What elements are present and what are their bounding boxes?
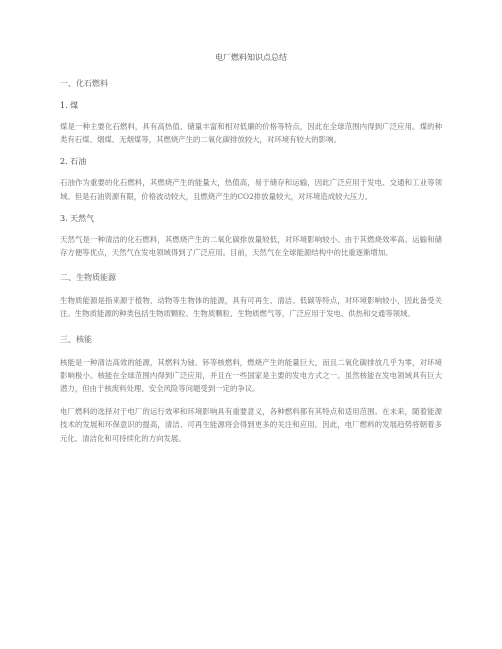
section-heading: 一、化石燃料 (60, 79, 108, 88)
section-fossil-fuels (60, 78, 442, 259)
paragraph-conclusion: 电厂燃料的选择对于电厂的运行效率和环境影响具有重要意义，各种燃料都有其特点和适用范围。在未来，随着能源技术的发展和环保意识的提高，清洁、可再生能源将会得到更多的关注和应用。因此，电厂燃料的发展趋势将朝着多元化、清洁化和可持续化的方向发展。 (60, 407, 442, 443)
paragraph-natural-gas: 天然气是一种清洁的化石燃料，其燃烧产生的二氧化碳排放量较低，对环境影响较小。由于其燃烧效率高、运输和储存方便等优点，天然气在发电领域得到了广泛应用。目前，天然气在全球能源结构中的比重逐渐增加。 (60, 234, 442, 258)
section-nuclear (60, 334, 442, 445)
paragraph-biomass: 生物质能源是指来源于植物、动物等生物体的能源，具有可再生、清洁、低碳等特点，对环境影响较小，因此备受关注。生物质能源的种类包括生物质颗粒、生物质颗粒、生物质燃气等，广泛应用于发电、供热和交通等领域。 (60, 296, 442, 319)
subheading-oil: 2. 石油 (60, 157, 87, 167)
section-heading: 二、生物质能源 (60, 273, 116, 283)
paragraph-coal: 煤是一种主要化石燃料，具有高热值、储量丰富和相对低廉的价格等特点，因此在全球范围内得到广泛应用。煤的种类有石煤、烟煤、无烟煤等，其燃烧产生的二氧化碳排放较大，对环境有较大的影响。 (60, 122, 442, 145)
paragraph-oil: 石油作为重要的化石燃料，其燃烧产生的能量大，热值高，易于储存和运输，因此广泛应用于发电、交通和工业等领域。但是石油资源有限，价格波动较大，且燃烧产生的CO2排放量较大，对环境造成较大压力。 (60, 178, 442, 201)
document-title: 电厂燃料知识点总结 (215, 53, 287, 62)
paragraph-nuclear: 核能是一种清洁高效的能源，其燃料为铀、钚等核燃料，燃烧产生的能量巨大，而且二氧化碳排放几乎为零，对环境影响极小。核能在全球范围内得到广泛应用，并且在一些国家是主要的发电方式之一。虽然核能在发电领域具有巨大潜力，但由于核废料处理、安全风险等问题受到一定的争议。 (60, 357, 442, 394)
section-heading: 三、核能 (60, 334, 92, 344)
subheading-natural-gas: 3. 天然气 (60, 213, 95, 223)
section-biomass (60, 272, 442, 320)
subheading-coal: 1. 煤 (60, 101, 79, 110)
